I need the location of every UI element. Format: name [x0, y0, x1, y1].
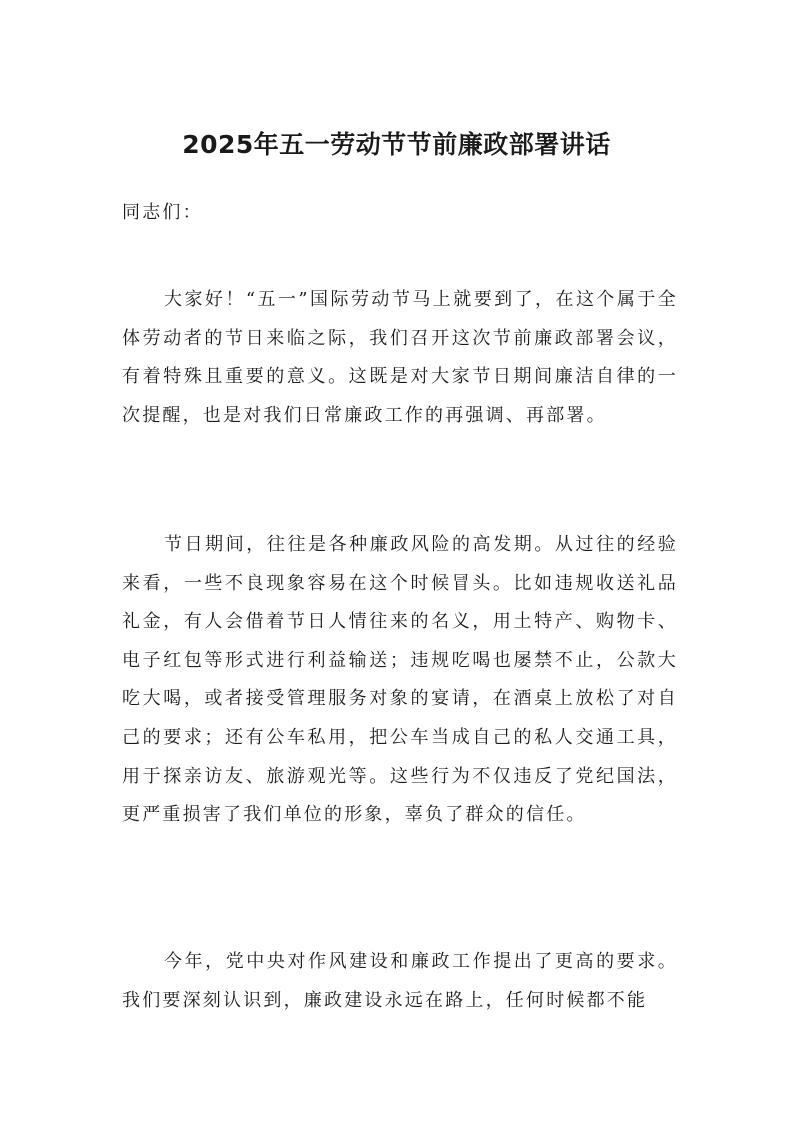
paragraph-1: 大家好！“五一”国际劳动节马上就要到了，在这个属于全体劳动者的节日来临之际，我们召开这次节前廉政部署会议，有着特殊且重要的意义。这既是对大家节日期间廉洁自律的一次提醒，也是对我们日常廉政工作的再强调、再部署。 — [122, 289, 678, 426]
paragraph-2: 节日期间，往往是各种廉政风险的高发期。从过往的经验来看，一些不良现象容易在这个时候冒头。比如违规收送礼品礼金，有人会借着节日人情往来的名义，用土特产、购物卡、电子红包等形式进行利益输送；违规吃喝也屡禁不止，公款大吃大喝，或者接受管理服务对象的宴请，在酒桌上放松了对自己的要求；还有公车私用，把公车当成自己的私人交通工具，用于探亲访友、旅游观光等。这些行为不仅违反了党纪国法，更严重损害了我们单位的形象，辜负了群众的信任。 — [122, 534, 678, 826]
paragraph-3: 今年，党中央对作风建设和廉政工作提出了更高的要求。我们要深刻认识到，廉政建设永远在路上，任何时候都不能 — [122, 951, 678, 1011]
document-title: 2025年五一劳动节节前廉政部署讲话 — [182, 130, 611, 159]
greeting: 同志们： — [122, 202, 203, 223]
